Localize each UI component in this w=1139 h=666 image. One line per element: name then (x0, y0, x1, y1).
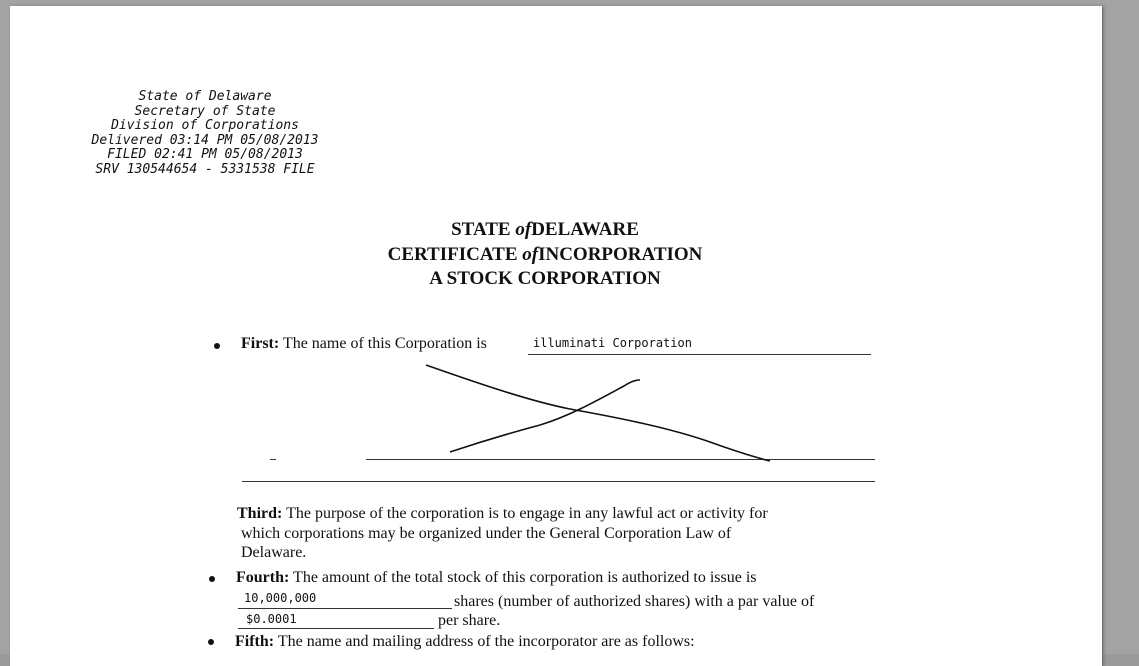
title-text: CERTIFICATE (387, 243, 523, 265)
corporation-name-value: illuminati Corporation (533, 336, 692, 350)
stamp-line-filed: FILED 02:41 PM 05/08/2013 (107, 147, 303, 162)
fifth-text: The name and mailing address of the incorporator are as follows: (277, 633, 695, 650)
par-underline (238, 628, 434, 629)
title-text: STATE (451, 219, 516, 240)
first-label: First: (241, 335, 280, 352)
cross-stroke-1 (426, 365, 770, 461)
third-line-1 (237, 505, 768, 523)
title-text: DELAWARE (531, 219, 639, 240)
stamp-line-srv: SRV 130544654 - 5331538 FILE (95, 161, 315, 177)
stamp-line-delivered: Delivered 03:14 PM 05/08/2013 (91, 132, 319, 148)
document-page (10, 6, 1102, 666)
stamp-line-state: State of Delaware (138, 89, 272, 104)
title-text: INCORPORATION (538, 243, 703, 265)
shares-text: shares (number of authorized shares) with a par value of (454, 593, 815, 610)
par-value: $0.0001 (246, 612, 297, 626)
third-label: Third: (237, 505, 283, 522)
fourth-label: Fourth: (236, 569, 290, 586)
stamp-line-secretary: Secretary of State (134, 103, 276, 119)
fifth-line-1 (235, 633, 695, 651)
shares-value: 10,000,000 (244, 591, 317, 605)
cross-stroke-2 (450, 380, 640, 452)
third-text: The purpose of the corporation is to engage in any lawful act or activity for (286, 505, 768, 522)
bullet (208, 639, 214, 645)
fourth-text: The amount of the total stock of this corporation is authorized to issue is (293, 569, 757, 586)
third-line-3: Delaware. (241, 544, 307, 561)
title-line-3: A STOCK CORPORATION (429, 268, 661, 289)
title-of: of (515, 219, 532, 240)
first-text: The name of this Corporation is (282, 335, 487, 352)
stamp-line-division: Division of Corporations (111, 118, 299, 133)
handwritten-cross-out (10, 6, 1102, 666)
bullet (209, 576, 215, 582)
fourth-line-1 (236, 569, 757, 587)
title-of: of (522, 243, 539, 265)
shares-underline (238, 608, 452, 609)
fifth-label: Fifth: (235, 633, 275, 650)
third-line-2: which corporations may be organized under the General Corporation Law of (241, 525, 732, 542)
par-text: per share. (438, 612, 501, 629)
